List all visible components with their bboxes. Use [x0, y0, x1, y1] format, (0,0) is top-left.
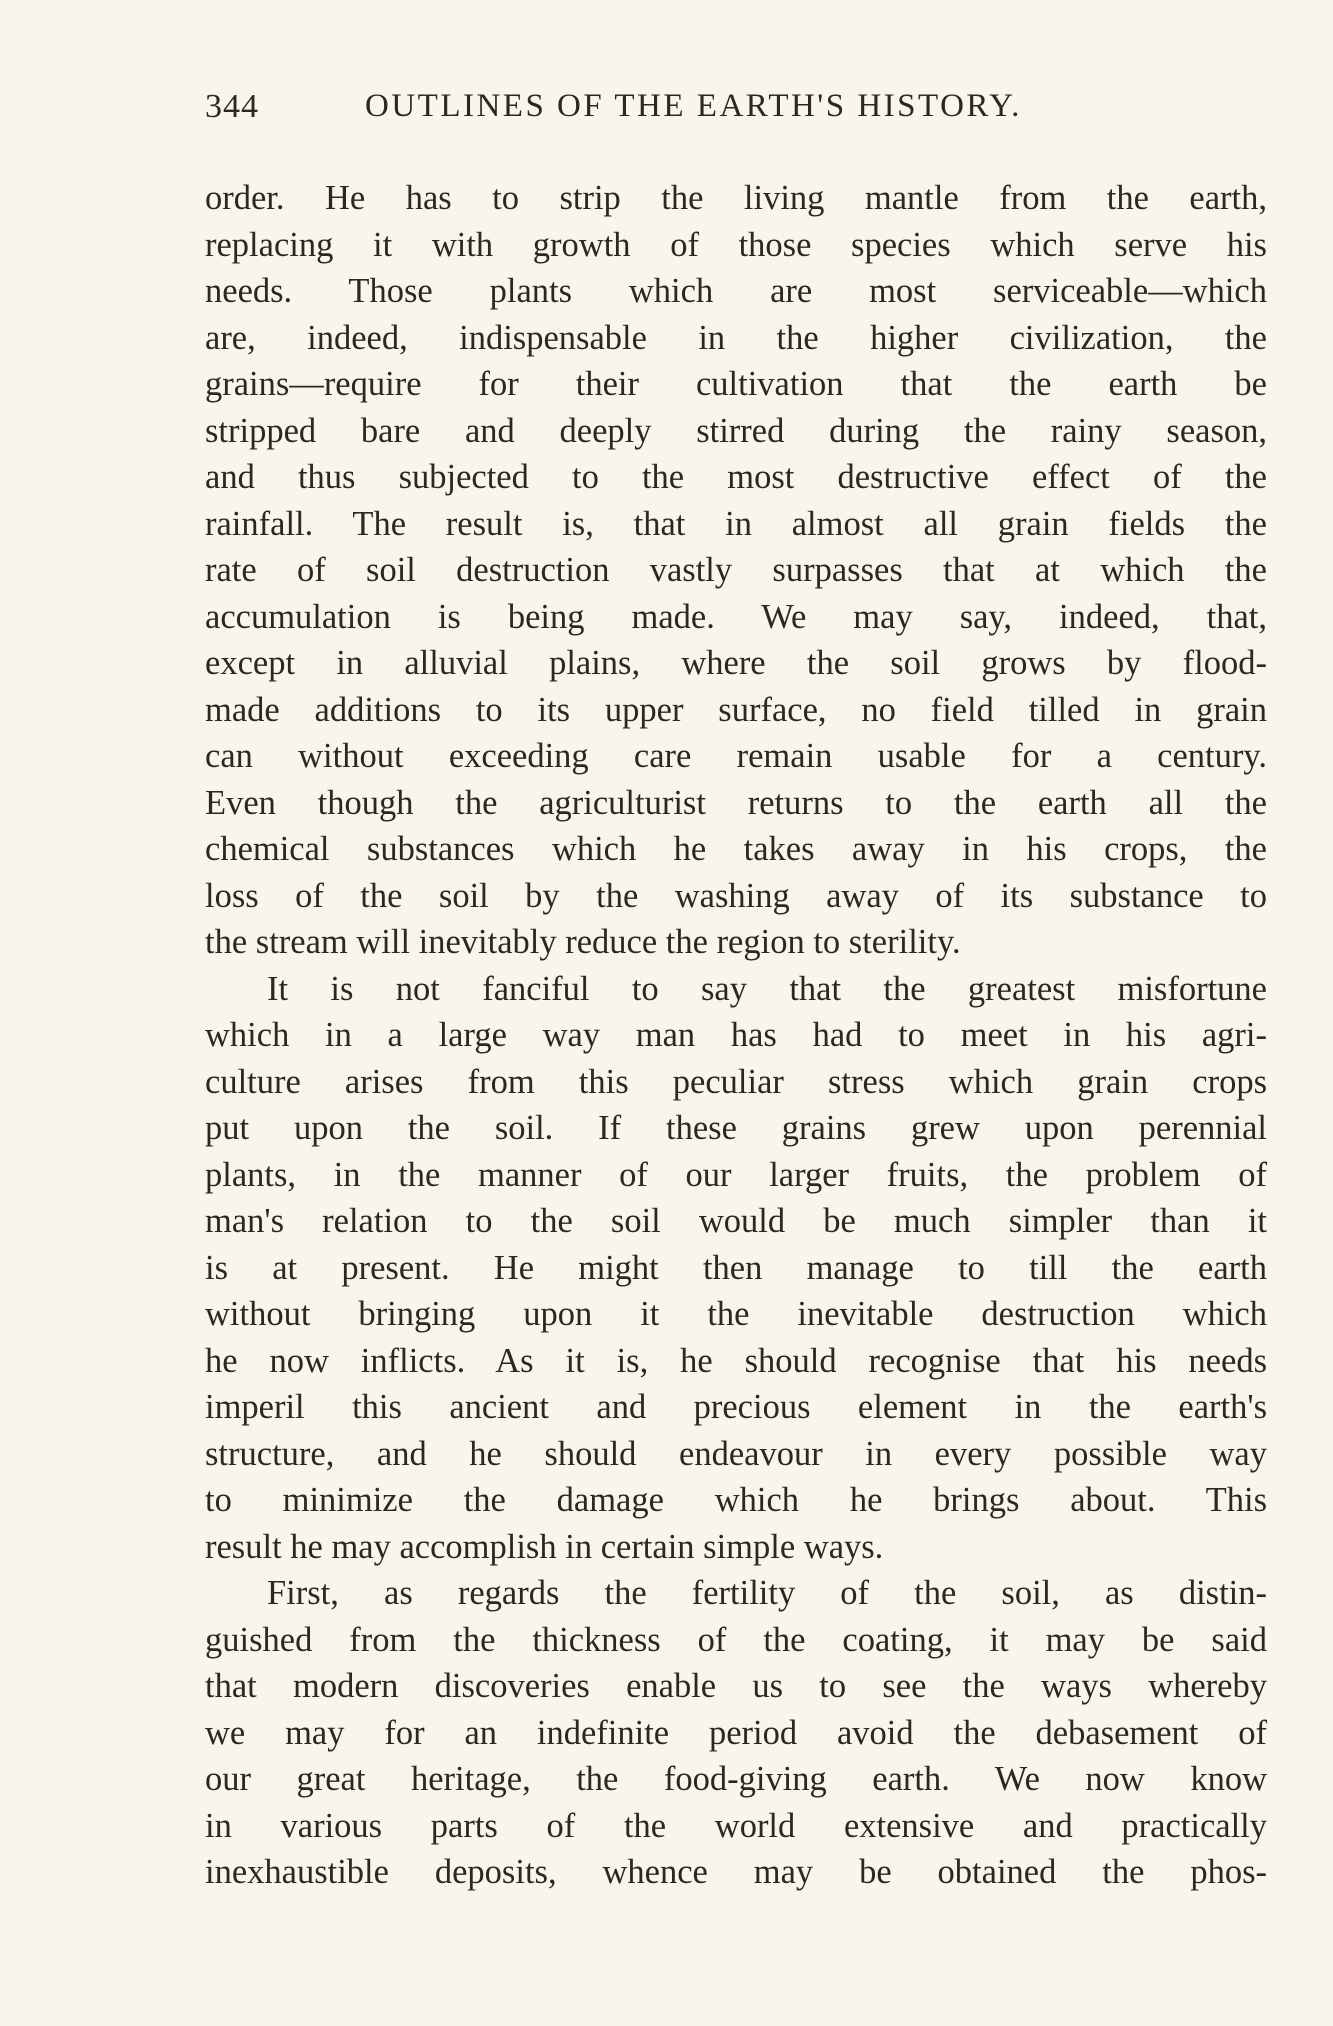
text-line: without bringing upon it the inevitable destruction which	[205, 1295, 1267, 1333]
text-line: replacing it with growth of those species which serve his	[205, 225, 1267, 264]
text-line: loss of the soil by the washing away of its substance to	[205, 876, 1267, 915]
text-line: stripped bare and deeply stirred during the rainy season,	[205, 411, 1267, 450]
text-line: the stream will inevitably reduce the region to sterility.	[205, 923, 961, 961]
text-line: culture arises from this peculiar stress which grain crops	[205, 1062, 1267, 1101]
text-line: guished from the thickness of the coating, it may be said	[205, 1620, 1267, 1659]
text-line: result he may accomplish in certain simple ways.	[205, 1527, 884, 1566]
text-line: made additions to its upper surface, no field tilled in grain	[205, 690, 1267, 729]
text-line: we may for an indefinite period avoid the debasement of	[205, 1713, 1267, 1752]
running-title: OUTLINES OF THE EARTH'S HISTORY.	[365, 88, 1022, 124]
text-line: Even though the agriculturist returns to the earth all the	[205, 783, 1267, 822]
text-line: inexhaustible deposits, whence may be obtained the phos-	[205, 1853, 1267, 1891]
text-line: needs. Those plants which are most serviceable—which	[205, 272, 1267, 310]
text-line: structure, and he should endeavour in every possible way	[205, 1434, 1267, 1473]
text-line: order. He has to strip the living mantle from the earth,	[205, 179, 1267, 217]
text-line: he now inflicts. As it is, he should recognise that his needs	[205, 1341, 1267, 1380]
text-line: rate of soil destruction vastly surpasses that at which the	[205, 551, 1267, 589]
text-line: First, as regards the fertility of the soil, as distin-	[267, 1574, 1267, 1612]
text-line: our great heritage, the food-giving earth. We now know	[205, 1760, 1267, 1798]
text-line: are, indeed, indispensable in the higher civilization, the	[205, 318, 1267, 357]
text-line: in various parts of the world extensive and practically	[205, 1806, 1267, 1845]
page-number: 344	[205, 88, 259, 125]
text-line: is at present. He might then manage to till the earth	[205, 1248, 1267, 1287]
text-line: rainfall. The result is, that in almost all grain fields the	[205, 504, 1267, 543]
text-line: man's relation to the soil would be much simpler than it	[205, 1202, 1267, 1240]
text-line: grains—require for their cultivation that the earth be	[205, 365, 1267, 403]
text-line: plants, in the manner of our larger fruits, the problem of	[205, 1155, 1267, 1194]
running-head	[205, 88, 1265, 140]
text-line: It is not fanciful to say that the greatest misfortune	[267, 969, 1267, 1008]
text-line: can without exceeding care remain usable for a century.	[205, 737, 1267, 775]
text-line: which in a large way man has had to meet in his agri-	[205, 1016, 1267, 1054]
text-line: except in alluvial plains, where the soil grows by flood-	[205, 644, 1267, 682]
text-line: put upon the soil. If these grains grew upon perennial	[205, 1109, 1267, 1147]
body-text	[205, 175, 1267, 1896]
text-line: that modern discoveries enable us to see the ways whereby	[205, 1667, 1267, 1705]
text-line: chemical substances which he takes away in his crops, the	[205, 830, 1267, 868]
text-line: to minimize the damage which he brings about. This	[205, 1481, 1267, 1519]
text-line: imperil this ancient and precious element in the earth's	[205, 1388, 1267, 1426]
text-line: accumulation is being made. We may say, indeed, that,	[205, 597, 1267, 636]
text-line: and thus subjected to the most destructive effect of the	[205, 458, 1267, 496]
